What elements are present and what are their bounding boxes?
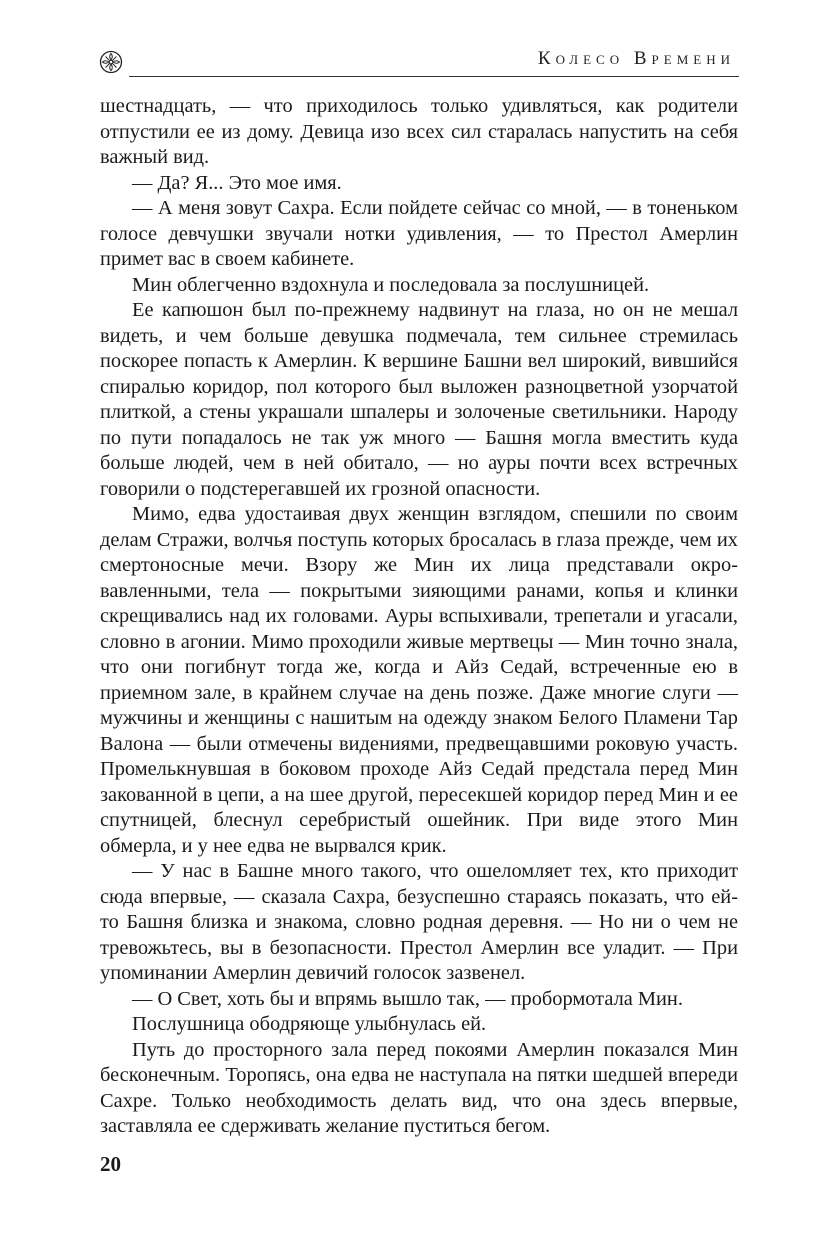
page-number: 20 bbox=[100, 1152, 121, 1176]
paragraph: Мимо, едва удостаивая двух женщин взглядом, спешили по своим делам Стражи, волчья поступь которых бросалась в глаза прежде, чем их смертоносные мечи. Взору же Мин их лица представали окровавленными, тела — покрытыми зияющими ранами, копья и клинки скрещивались над их головами. Ауры вспыхивали, трепетали и угасали, словно в агонии. Мимо проходили живые мертвецы — Мин точно знала, что они погибнут тогда же, когда и Айз Седай, встреченные ею в приемном зале, в крайнем случае на день позже. Даже многие слуги — мужчины и женщины с нашитым на одежду знаком Белого Пламени Тар Валона — были отмечены видениями, предвещавшими роковую участь. Промелькнувшая в боковом проходе Айз Седай предстала перед Мин закованной в цепи, а на шее другой, пересекшей коридор перед Мин и ее спутницей, блеснул серебристый ошейник. При виде этого Мин обмерла, и у нее едва не вырвался крик. bbox=[100, 503, 738, 857]
running-header bbox=[99, 44, 739, 78]
paragraph: Ее капюшон был по-прежнему надвинут на глаза, но он не мешал видеть, и чем больше девушка подмечала, тем сильнее стремилась поскорее попасть к Амерлин. К вершине Башни вел широкий, вившийся спиралью коридор, пол которого был выложен разноцветной узорчатой плиткой, а стены украшали шпалеры и золоченые светильники. Народу по пути попадалось не так уж много — Башня могла вместить куда больше людей, чем в ней обитало, — но ауры почти всех встречных говорили о подстерегавшей их грозной опасности. bbox=[100, 299, 738, 500]
paragraph: Мин облегченно вздохнула и последовала за послушницей. bbox=[132, 273, 650, 296]
paragraph: — О Свет, хоть бы и впрямь вышло так, — пробормотала Мин. bbox=[132, 987, 683, 1010]
body-text bbox=[100, 94, 738, 1140]
book-title: Колесо Времени bbox=[537, 48, 735, 69]
paragraph: — Да? Я... Это мое имя. bbox=[132, 171, 342, 194]
paragraph: Путь до просторного зала перед покоями Амерлин показался Мин бесконечным. Торопясь, она едва не наступала на пятки шедшей впереди Сахре. Только необходимость делать вид, что она здесь впервые, заставляла ее сдерживать желание пуститься бегом. bbox=[100, 1038, 738, 1137]
paragraph: — У нас в Башне много такого, что ошеломляет тех, кто приходит сюда впервые, — сказала Сахра, безуспешно стараясь показать, что ей-то Башня близка и знакома, словно родная деревня. — Но ни о чем не тревожьтесь, вы в безопасности. Престол Амерлин все уладит. — При упоминании Амерлин девичий голосок зазвенел. bbox=[100, 860, 738, 984]
paragraph: Послушница ободряюще улыбнулась ей. bbox=[132, 1013, 487, 1035]
paragraph: шестнадцать, — что приходилось только удивляться, как родители отпустили ее из дому. Девица изо всех сил старалась напустить на себя важный вид. bbox=[100, 95, 738, 168]
wheel-emblem-icon bbox=[99, 50, 123, 74]
paragraph: — А меня зовут Сахра. Если пойдете сейчас со мной, — в тоненьком голосе девчушки звучали нотки удивления, — то Престол Амерлин примет вас в своем кабинете. bbox=[100, 197, 738, 270]
header-divider bbox=[129, 76, 739, 77]
